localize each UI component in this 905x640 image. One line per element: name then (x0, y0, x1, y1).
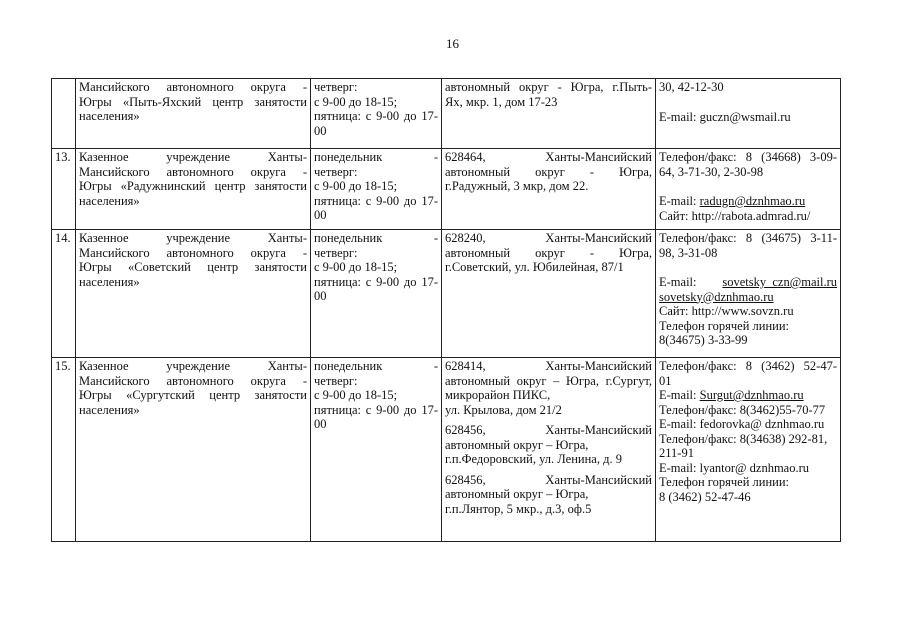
table-row (52, 358, 841, 542)
table-row (52, 79, 841, 149)
row-number: 13. (52, 149, 76, 230)
email-link[interactable]: E-mail: Surgut@dznhmao.ru (659, 388, 804, 402)
hours-cell: понедельник - четверг: с 9-00 до 18-15; пятница: с 9-00 до 17- 00 (311, 149, 442, 230)
address-cell: 628240, Ханты-Мансийский автономный округ - Югра, г.Советский, ул. Юбилейная, 87/1 (442, 230, 656, 358)
hours-cell: четверг: с 9-00 до 18-15; пятница: с 9-00 до 17- 00 (311, 79, 442, 149)
organization-cell: Казенное учреждение Ханты- Мансийского автономного округа - Югры «Сургутский центр занятости населения» (76, 358, 311, 542)
page-number: 16 (446, 36, 459, 51)
employment-centers-table (51, 78, 841, 542)
organization-cell: Казенное учреждение Ханты- Мансийского автономного округа - Югры «Советский центр занятости населения» (76, 230, 311, 358)
row-number (52, 79, 76, 149)
contacts-cell: Телефон/факс: 8 (34668) 3-09- 64, 3-71-30, 2-30-98 E-mail: radugn@dznhmao.ru Сайт: http://rabota.admrad.ru/ (656, 149, 841, 230)
row-number: 14. (52, 230, 76, 358)
email-link[interactable]: E-mail: sovetsky_czn@mail.ru (659, 275, 837, 289)
organization-cell: Мансийского автономного округа - Югры «Пыть-Яхский центр занятости населения» (76, 79, 311, 149)
hours-cell: понедельник - четверг: с 9-00 до 18-15; пятница: с 9-00 до 17- 00 (311, 230, 442, 358)
address-cell: 628464, Ханты-Мансийский автономный округ - Югра, г.Радужный, 3 мкр, дом 22. (442, 149, 656, 230)
row-number: 15. (52, 358, 76, 542)
table-row (52, 230, 841, 358)
table-row (52, 149, 841, 230)
contacts-cell: Телефон/факс: 8 (34675) 3-11- 98, 3-31-08 E-mail: sovetsky_czn@mail.ru sovetsky@dznhmao.ru Сайт: http://www.sovzn.ru Телефон горячей линии: 8(34675) 3-33-99 (656, 230, 841, 358)
address-cell: автономный округ - Югра, г.Пыть- Ях, мкр. 1, дом 17-23 (442, 79, 656, 149)
email-link[interactable]: E-mail: radugn@dznhmao.ru (659, 194, 806, 208)
contacts-cell: 30, 42-12-30 E-mail: guczn@wsmail.ru (656, 79, 841, 149)
address-cell: 628414, Ханты-Мансийский автономный округ – Югра, г.Сургут, микрорайон ПИКС, ул. Крылова, дом 21/2 628456, Ханты-Мансийский автономный округ – Югра, г.п.Федоровский, ул. Ленина, д. 9 628456, Ханты-Мансийский автономный округ – Югра, г.п.Лянтор, 5 мкр., д.3, оф.5 (442, 358, 656, 542)
organization-cell: Казенное учреждение Ханты- Мансийского автономного округа - Югры «Радужнинский центр занятости населения» (76, 149, 311, 230)
hours-cell: понедельник - четверг: с 9-00 до 18-15; пятница: с 9-00 до 17- 00 (311, 358, 442, 542)
contacts-cell: Телефон/факс: 8 (3462) 52-47- 01 E-mail: Surgut@dznhmao.ru Телефон/факс: 8(3462)55-70-77 E-mail: fedorovka@ dznhmao.ru Телефон/факс: 8(34638) 292-81, 211-91 E-mail: lyantor@ dznhmao.ru Телефон горячей линии: 8 (3462) 52-47-46 (656, 358, 841, 542)
